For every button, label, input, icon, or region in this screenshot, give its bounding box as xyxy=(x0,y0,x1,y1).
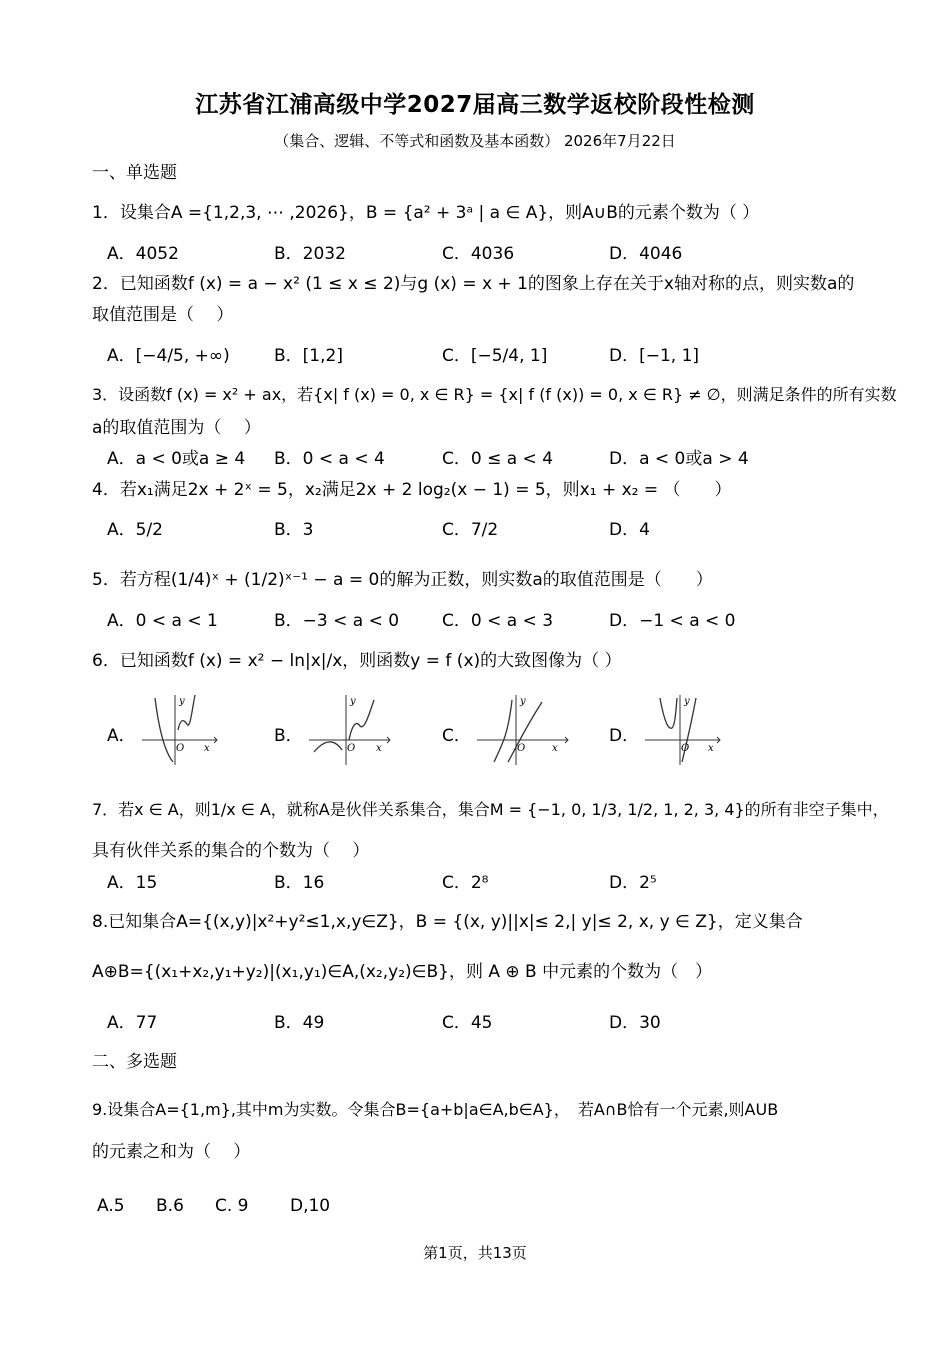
q9-option-a: A.5 xyxy=(97,1196,125,1216)
q3-option-b: B．0 < a < 4 xyxy=(274,449,385,469)
q5-option-c: C．0 < a < 3 xyxy=(442,611,554,631)
graph-b-origin-label: O xyxy=(347,743,356,754)
section-multi-choice: 二、多选题 xyxy=(92,1052,177,1072)
graph-c-y-label: y xyxy=(520,696,526,707)
q8-option-a: A．77 xyxy=(107,1013,158,1033)
q9-option-d: D,10 xyxy=(290,1196,331,1216)
question-9-line-2: 的元素之和为（ ） xyxy=(92,1142,251,1162)
question-3-line-2: a的取值范围为（ ） xyxy=(92,418,261,438)
q7-option-c: C．2⁸ xyxy=(442,873,489,893)
graph-a-x-label: x xyxy=(204,743,210,754)
q2-option-d: D．[−1, 1] xyxy=(609,346,700,366)
question-2-line-1: 2．已知函数f (x) = a − x² (1 ≤ x ≤ 2)与g (x) = x + 1的图象上存在关于x轴对称的点，则实数a的 xyxy=(92,274,855,294)
q8-option-b: B．49 xyxy=(274,1013,325,1033)
q7-option-b: B．16 xyxy=(274,873,325,893)
q3-option-a: A．a < 0或a ≥ 4 xyxy=(107,449,246,469)
q9-option-b: B.6 xyxy=(156,1196,184,1216)
q6-option-a: A． xyxy=(107,726,136,746)
page-footer: 第1页，共13页 xyxy=(423,1244,527,1262)
graph-a-origin-label: O xyxy=(176,743,185,754)
q6-option-d: D． xyxy=(609,726,640,746)
q5-option-b: B．−3 < a < 0 xyxy=(274,611,400,631)
q4-option-d: D．4 xyxy=(609,520,650,540)
q5-option-d: D．−1 < a < 0 xyxy=(609,611,736,631)
question-3-line-1: 3．设函数f (x) = x² + ax，若{x| f (x) = 0, x ∈ R} = {x| f (f (x)) = 0, x ∈ R} ≠ ∅，则满足条件的所有实数 xyxy=(92,385,897,404)
graph-a-y-label: y xyxy=(179,696,185,707)
q4-option-a: A．5/2 xyxy=(107,520,163,540)
q6-graph-d xyxy=(640,690,726,770)
question-2-line-2: 取值范围是（ ） xyxy=(92,305,234,325)
question-5: 5．若方程(1/4)ˣ + (1/2)ˣ⁻¹ − a = 0的解为正数，则实数a的取值范围是（ ） xyxy=(92,570,713,590)
q8-option-c: C．45 xyxy=(442,1013,493,1033)
question-1: 1．设集合A ={1,2,3, ⋯ ,2026}，B = {a² + 3ᵃ | a ∈ A}，则A∪B的元素个数为（ ） xyxy=(92,203,760,223)
question-9-line-1: 9.设集合A={1,m},其中m为实数。令集合B={a+b|a∈A,b∈A}， 若A∩B恰有一个元素,则AUB xyxy=(92,1100,779,1119)
q5-option-a: A．0 < a < 1 xyxy=(107,611,218,631)
graph-c-x-label: x xyxy=(552,743,558,754)
q6-graph-a xyxy=(137,690,222,770)
q6-option-c: C． xyxy=(442,726,471,746)
graph-d-origin-label: O xyxy=(681,743,690,754)
q3-option-d: D．a < 0或a > 4 xyxy=(609,449,749,469)
q1-option-c: C．4036 xyxy=(442,244,515,264)
question-7-line-2: 具有伙伴关系的集合的个数为（ ） xyxy=(92,841,370,861)
q1-option-a: A．4052 xyxy=(107,244,179,264)
q2-option-c: C．[−5/4, 1] xyxy=(442,346,548,366)
page-subtitle: （集合、逻辑、不等式和函数及基本函数） 2026年7月22日 xyxy=(274,132,676,150)
q2-option-a: A．[−4/5, +∞) xyxy=(107,346,230,366)
q3-option-c: C．0 ≤ a < 4 xyxy=(442,449,554,469)
q1-option-d: D．4046 xyxy=(609,244,683,264)
q1-option-b: B．2032 xyxy=(274,244,346,264)
graph-d-y-label: y xyxy=(684,696,690,707)
section-single-choice: 一、单选题 xyxy=(92,163,177,183)
q6-option-b: B． xyxy=(274,726,303,746)
q8-option-d: D．30 xyxy=(609,1013,661,1033)
q6-graph-c xyxy=(472,690,574,770)
q4-option-b: B．3 xyxy=(274,520,314,540)
q2-option-b: B．[1,2] xyxy=(274,346,343,366)
q4-option-c: C．7/2 xyxy=(442,520,499,540)
question-4: 4．若x₁满足2x + 2ˣ = 5，x₂满足2x + 2 log₂(x − 1) = 5，则x₁ + x₂ = （ ） xyxy=(92,480,732,500)
question-6: 6．已知函数f (x) = x² − ln|x|/x，则函数y = f (x)的大致图像为（ ） xyxy=(92,651,622,671)
q7-option-a: A．15 xyxy=(107,873,158,893)
q9-option-c: C. 9 xyxy=(215,1196,249,1216)
question-8-line-2: A⊕B={(x₁+x₂,y₁+y₂)|(x₁,y₁)∈A,(x₂,y₂)∈B}，则 A ⊕ B 中元素的个数为（ ） xyxy=(92,962,713,982)
q7-option-d: D．2⁵ xyxy=(609,873,657,893)
graph-c-origin-label: O xyxy=(517,743,526,754)
graph-d-x-label: x xyxy=(708,743,714,754)
graph-b-x-label: x xyxy=(376,743,382,754)
question-7-line-1: 7．若x ∈ A，则1/x ∈ A，就称A是伙伴关系集合，集合M = {−1, 0, 1/3, 1/2, 1, 2, 3, 4}的所有非空子集中， xyxy=(92,800,889,819)
q6-graph-b xyxy=(304,690,396,770)
question-8-line-1: 8.已知集合A={(x,y)|x²+y²≤1,x,y∈Z}，B = {(x, y)||x|≤ 2,| y|≤ 2, x, y ∈ Z}，定义集合 xyxy=(92,912,803,932)
page-title: 江苏省江浦高级中学2027届高三数学返校阶段性检测 xyxy=(195,92,755,118)
graph-b-y-label: y xyxy=(350,696,356,707)
